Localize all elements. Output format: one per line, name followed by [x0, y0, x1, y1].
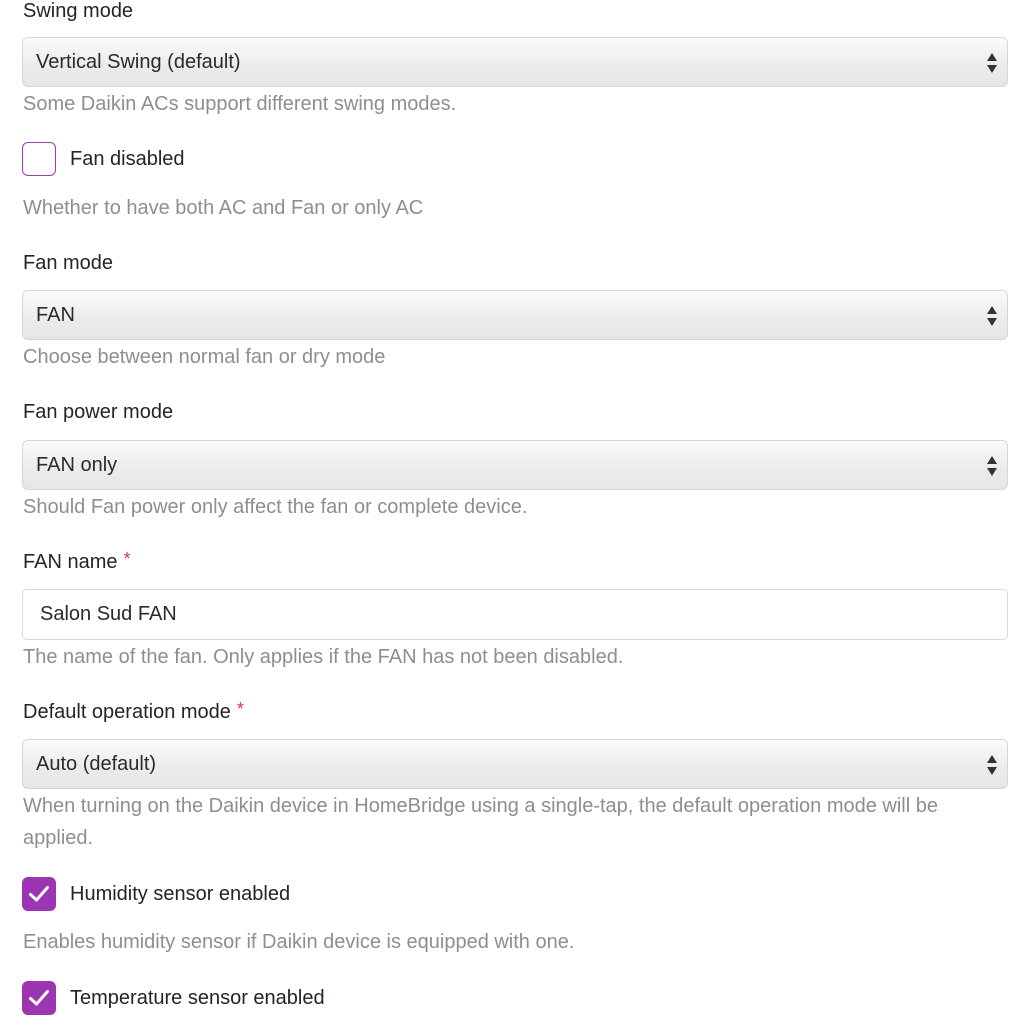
fan-power-mode-label: Fan power mode: [23, 401, 174, 423]
temperature-sensor-label[interactable]: Temperature sensor enabled: [70, 987, 325, 1009]
fan-power-mode-select[interactable]: [22, 440, 1008, 490]
swing-mode-help: Some Daikin ACs support different swing modes.: [23, 93, 457, 115]
swing-mode-label: Swing mode: [23, 0, 134, 22]
checkmark-icon: [28, 884, 50, 904]
default-operation-mode-select[interactable]: [22, 739, 1008, 789]
fan-name-help: The name of the fan. Only applies if the FAN has not been disabled.: [23, 646, 624, 668]
humidity-sensor-checkbox[interactable]: [22, 877, 56, 911]
humidity-sensor-help: Enables humidity sensor if Daikin device is equipped with one.: [23, 931, 575, 953]
default-operation-mode-label-text: Default operation mode: [23, 701, 231, 723]
default-operation-mode-label: [23, 700, 244, 724]
select-arrows-icon: [986, 52, 998, 74]
fan-disabled-checkbox[interactable]: [22, 142, 56, 176]
default-operation-mode-help: When turning on the Daikin device in HomeBridge using a single-tap, the default operation mode will be applied.: [23, 795, 938, 849]
fan-power-mode-help: Should Fan power only affect the fan or complete device.: [23, 496, 528, 518]
select-arrows-icon: [986, 305, 998, 327]
fan-name-label: [23, 550, 131, 574]
swing-mode-select[interactable]: [22, 37, 1008, 87]
default-operation-mode-value: Auto (default): [36, 753, 157, 775]
required-marker: *: [123, 549, 131, 569]
checkmark-icon: [28, 988, 50, 1008]
fan-mode-value: FAN: [36, 304, 75, 326]
fan-mode-help: Choose between normal fan or dry mode: [23, 346, 386, 368]
humidity-sensor-label[interactable]: Humidity sensor enabled: [70, 883, 291, 905]
fan-name-label-text: FAN name: [23, 551, 118, 573]
required-marker: *: [236, 699, 244, 719]
fan-mode-select[interactable]: [22, 290, 1008, 340]
fan-disabled-label[interactable]: Fan disabled: [70, 148, 185, 170]
fan-mode-label: Fan mode: [23, 252, 114, 274]
select-arrows-icon: [986, 455, 998, 477]
fan-disabled-help: Whether to have both AC and Fan or only AC: [23, 197, 424, 219]
fan-name-value: Salon Sud FAN: [40, 603, 177, 625]
temperature-sensor-checkbox[interactable]: [22, 981, 56, 1015]
fan-name-input[interactable]: [22, 589, 1008, 640]
swing-mode-value: Vertical Swing (default): [36, 51, 241, 73]
select-arrows-icon: [986, 754, 998, 776]
fan-power-mode-value: FAN only: [36, 454, 118, 476]
